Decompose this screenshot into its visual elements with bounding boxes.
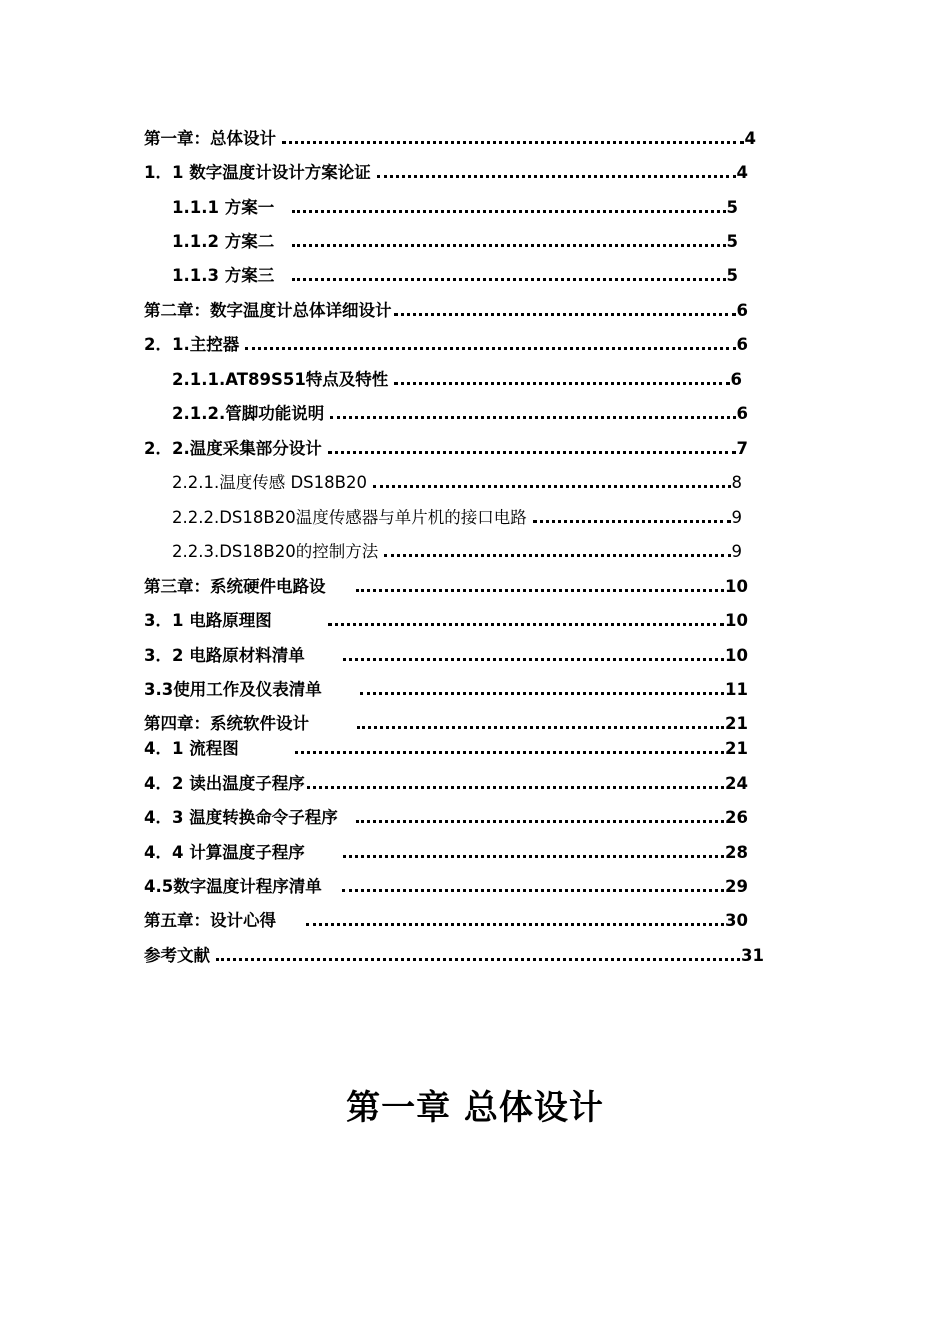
dot-leader: [356, 589, 725, 592]
toc-entry-page: 9: [731, 508, 742, 527]
dot-leader: [328, 451, 736, 454]
toc-entry[interactable]: [144, 124, 756, 150]
dot-leader: [394, 382, 729, 385]
toc-entry-title: 3.3使用工作及仪表清单: [144, 680, 322, 699]
toc-entry-page: 10: [725, 577, 748, 596]
toc-entry-page: 29: [725, 877, 748, 896]
toc-entry[interactable]: [172, 468, 742, 494]
dot-leader: [342, 889, 724, 892]
dot-leader: [343, 855, 724, 858]
toc-entry[interactable]: [172, 399, 748, 425]
toc-entry-title: 1．1 数字温度计设计方案论证: [144, 163, 371, 182]
toc-entry-page: 4: [744, 129, 756, 148]
toc-entry-title: 2.2.2.DS18B20温度传感器与单片机的接口电路: [172, 508, 527, 527]
toc-entry[interactable]: [172, 365, 742, 391]
toc-entry-title: 4.5数字温度计程序清单: [144, 877, 322, 896]
toc-entry-page: 7: [736, 439, 748, 458]
toc-entry-page: 30: [725, 911, 748, 930]
toc-entry-title: 1.1.3 方案三: [172, 266, 275, 285]
toc-entry[interactable]: [172, 261, 738, 287]
toc-entry[interactable]: [144, 675, 748, 701]
dot-leader: [292, 278, 725, 281]
toc-entry-page: 28: [725, 843, 748, 862]
toc-entry-page: 5: [726, 266, 738, 285]
dot-leader: [295, 751, 724, 754]
dot-leader: [282, 141, 744, 144]
toc-entry-title: 1.1.1 方案一: [172, 198, 275, 217]
toc-entry[interactable]: [144, 606, 748, 632]
toc-entry[interactable]: [172, 537, 742, 563]
dot-leader: [245, 347, 735, 350]
toc-entry-title: 2．2.温度采集部分设计: [144, 439, 322, 458]
toc-entry-title: 1.1.2 方案二: [172, 232, 275, 251]
dot-leader: [330, 416, 735, 419]
dot-leader: [328, 623, 724, 626]
dot-leader: [307, 786, 724, 789]
toc-entry-title: 4．3 温度转换命令子程序: [144, 808, 338, 827]
toc-entry-page: 31: [741, 946, 764, 965]
toc-entry-title: 2.1.2.管脚功能说明: [172, 404, 325, 423]
toc-entry-title: 第四章：系统软件设计: [144, 714, 309, 733]
toc-entry-page: 10: [725, 611, 748, 630]
toc-entry-title: 第一章：总体设计: [144, 129, 276, 148]
toc-entry-title: 第五章：设计心得: [144, 911, 276, 930]
toc-entry-page: 21: [725, 739, 748, 758]
dot-leader: [292, 244, 725, 247]
toc-entry[interactable]: [172, 193, 738, 219]
toc-entry-page: 26: [725, 808, 748, 827]
dot-leader: [384, 554, 730, 557]
dot-leader: [373, 485, 731, 488]
toc-entry[interactable]: [172, 503, 742, 529]
toc-entry-page: 4: [736, 163, 748, 182]
toc-entry[interactable]: [144, 296, 748, 322]
toc-entry-page: 8: [731, 473, 742, 492]
toc-entry-page: 6: [736, 404, 748, 423]
toc-entry-title: 4．4 计算温度子程序: [144, 843, 305, 862]
dot-leader: [292, 210, 725, 213]
toc-entry-page: 11: [725, 680, 748, 699]
toc-entry-page: 5: [726, 198, 738, 217]
dot-leader: [357, 726, 724, 729]
toc-entry[interactable]: [144, 803, 748, 829]
dot-leader: [216, 958, 740, 961]
dot-leader: [360, 692, 724, 695]
toc-entry-page: 6: [736, 301, 748, 320]
toc-entry-title: 4．2 读出温度子程序: [144, 774, 305, 793]
toc-entry-page: 5: [726, 232, 738, 251]
dot-leader: [394, 313, 736, 316]
toc-entry-title: 2.2.3.DS18B20的控制方法: [172, 542, 379, 561]
toc-entry-title: 4．1 流程图: [144, 739, 239, 758]
toc-entry[interactable]: [144, 709, 748, 735]
toc-entry-page: 10: [725, 646, 748, 665]
toc-entry[interactable]: [144, 434, 748, 460]
toc-entry[interactable]: [172, 227, 738, 253]
toc-entry[interactable]: [144, 330, 748, 356]
toc-entry[interactable]: [144, 734, 748, 760]
toc-entry[interactable]: [144, 769, 748, 795]
toc-entry-title: 第二章：数字温度计总体详细设计: [144, 301, 392, 320]
dot-leader: [356, 820, 724, 823]
toc-entry-title: 3．1 电路原理图: [144, 611, 272, 630]
toc-entry-title: 参考文献: [144, 946, 210, 965]
dot-leader: [377, 175, 736, 178]
toc-entry[interactable]: [144, 158, 748, 184]
chapter-heading: 第一章 总体设计: [346, 1088, 604, 1128]
toc-entry[interactable]: [144, 906, 748, 932]
toc-entry-title: 2.2.1.温度传感 DS18B20: [172, 473, 367, 492]
toc-entry[interactable]: [144, 872, 748, 898]
dot-leader: [343, 658, 724, 661]
toc-entry-page: 6: [736, 335, 748, 354]
toc-entry[interactable]: [144, 641, 748, 667]
dot-leader: [533, 520, 731, 523]
toc-entry-page: 9: [731, 542, 742, 561]
toc-entry[interactable]: [144, 572, 748, 598]
toc-entry-page: 24: [725, 774, 748, 793]
toc-entry[interactable]: [144, 941, 764, 967]
toc-entry[interactable]: [144, 838, 748, 864]
toc-entry-title: 3．2 电路原材料清单: [144, 646, 305, 665]
dot-leader: [306, 923, 724, 926]
toc-entry-page: 6: [730, 370, 742, 389]
toc-entry-title: 2．1.主控器: [144, 335, 240, 354]
toc-entry-title: 第三章：系统硬件电路设: [144, 577, 326, 596]
toc-entry-title: 2.1.1.AT89S51特点及特性: [172, 370, 389, 389]
toc-entry-page: 21: [725, 714, 748, 733]
